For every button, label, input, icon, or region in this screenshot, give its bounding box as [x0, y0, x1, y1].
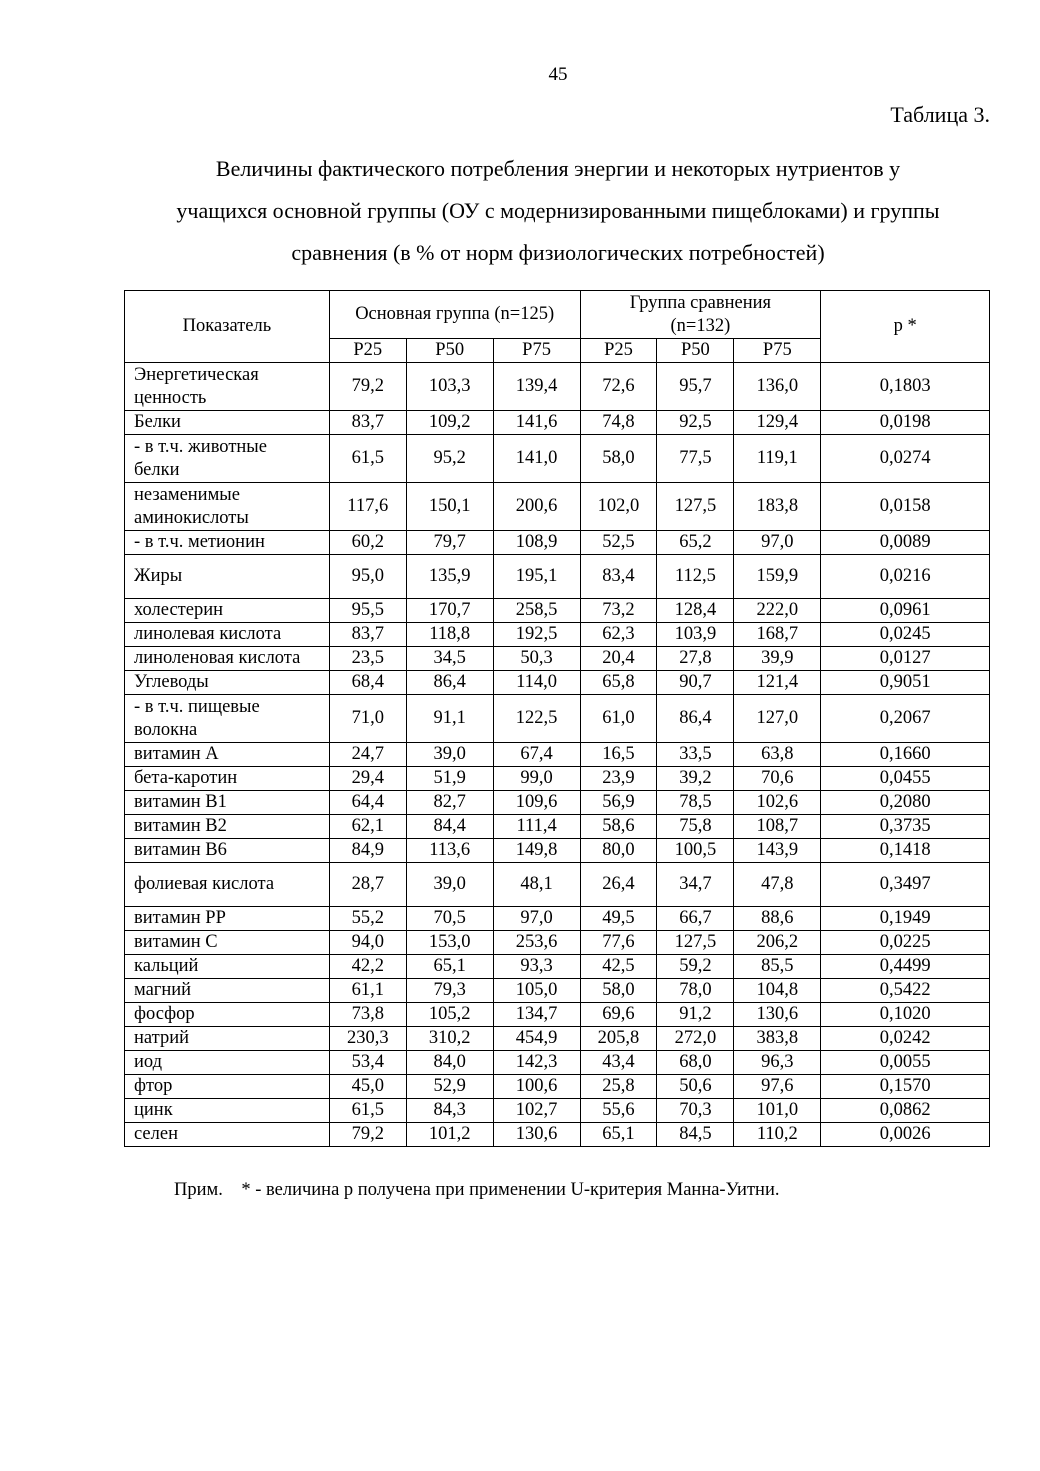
header-row-groups — [125, 291, 990, 339]
value-cell: 142,3 — [493, 1051, 580, 1075]
indicator-name-line: линоленовая кислота — [134, 648, 301, 668]
p-value-cell: 0,1803 — [821, 363, 990, 411]
value-cell: 82,7 — [406, 791, 493, 815]
header-p-value: р * — [821, 291, 990, 363]
value-cell: 84,4 — [406, 815, 493, 839]
table-row — [125, 647, 990, 671]
value-cell: 39,0 — [406, 863, 493, 907]
value-cell: 59,2 — [657, 955, 734, 979]
value-cell: 70,6 — [734, 767, 821, 791]
value-cell: 92,5 — [657, 411, 734, 435]
value-cell: 86,4 — [406, 671, 493, 695]
value-cell: 143,9 — [734, 839, 821, 863]
value-cell: 170,7 — [406, 599, 493, 623]
value-cell: 29,4 — [329, 767, 406, 791]
value-cell: 95,2 — [406, 435, 493, 483]
indicator-name-line: холестерин — [134, 600, 224, 620]
value-cell: 58,6 — [580, 815, 657, 839]
value-cell: 50,3 — [493, 647, 580, 671]
p-value-cell: 0,0961 — [821, 599, 990, 623]
value-cell: 28,7 — [329, 863, 406, 907]
value-cell: 90,7 — [657, 671, 734, 695]
indicator-name-line: ценность — [134, 387, 207, 408]
row-indicator-name — [125, 743, 330, 767]
value-cell: 111,4 — [493, 815, 580, 839]
table-row — [125, 671, 990, 695]
caption-line: Величины фактического потребления энергии и некоторых нутриентов у — [215, 156, 901, 181]
value-cell: 94,0 — [329, 931, 406, 955]
header-percentile: Р75 — [493, 339, 580, 363]
p-value-cell: 0,0274 — [821, 435, 990, 483]
p-value-cell: 0,2067 — [821, 695, 990, 743]
note-text: * - величина р получена при применении U-критерия Манна-Уитни. — [241, 1180, 780, 1200]
value-cell: 117,6 — [329, 483, 406, 531]
value-cell: 272,0 — [657, 1027, 734, 1051]
value-cell: 70,5 — [406, 907, 493, 931]
value-cell: 112,5 — [657, 555, 734, 599]
value-cell: 99,0 — [493, 767, 580, 791]
indicator-name-line: белки — [134, 459, 180, 480]
value-cell: 192,5 — [493, 623, 580, 647]
indicator-name-line: кальций — [134, 956, 199, 976]
caption-line: учащихся основной группы (ОУ с модернизированными пищеблоками) и группы — [176, 198, 940, 223]
table-note — [174, 1180, 779, 1201]
value-cell: 70,3 — [657, 1099, 734, 1123]
value-cell: 23,5 — [329, 647, 406, 671]
value-cell: 84,3 — [406, 1099, 493, 1123]
value-cell: 77,5 — [657, 435, 734, 483]
value-cell: 95,0 — [329, 555, 406, 599]
value-cell: 130,6 — [493, 1123, 580, 1147]
value-cell: 121,4 — [734, 671, 821, 695]
table-row — [125, 979, 990, 1003]
table-row — [125, 743, 990, 767]
indicator-name-line: селен — [134, 1124, 178, 1144]
value-cell: 49,5 — [580, 907, 657, 931]
value-cell: 139,4 — [493, 363, 580, 411]
value-cell: 34,5 — [406, 647, 493, 671]
value-cell: 91,1 — [406, 695, 493, 743]
value-cell: 109,2 — [406, 411, 493, 435]
value-cell: 52,5 — [580, 531, 657, 555]
p-value-cell: 0,1020 — [821, 1003, 990, 1027]
row-indicator-name — [125, 671, 330, 695]
p-value-cell: 0,1660 — [821, 743, 990, 767]
value-cell: 102,7 — [493, 1099, 580, 1123]
indicator-name-line: - в т.ч. метионин — [134, 532, 265, 552]
value-cell: 79,2 — [329, 363, 406, 411]
table-row — [125, 363, 990, 411]
value-cell: 195,1 — [493, 555, 580, 599]
value-cell: 113,6 — [406, 839, 493, 863]
value-cell: 42,2 — [329, 955, 406, 979]
value-cell: 79,3 — [406, 979, 493, 1003]
p-value-cell: 0,0455 — [821, 767, 990, 791]
value-cell: 85,5 — [734, 955, 821, 979]
table-body — [125, 363, 990, 1147]
table-row — [125, 599, 990, 623]
value-cell: 79,2 — [329, 1123, 406, 1147]
value-cell: 45,0 — [329, 1075, 406, 1099]
value-cell: 86,4 — [657, 695, 734, 743]
value-cell: 122,5 — [493, 695, 580, 743]
value-cell: 69,6 — [580, 1003, 657, 1027]
value-cell: 79,7 — [406, 531, 493, 555]
value-cell: 109,6 — [493, 791, 580, 815]
row-indicator-name — [125, 791, 330, 815]
indicator-name-line: витамин РР — [134, 908, 226, 928]
header-indicator: Показатель — [125, 291, 330, 363]
p-value-cell: 0,1418 — [821, 839, 990, 863]
indicator-name-line: Энергетическая — [134, 364, 259, 385]
value-cell: 73,8 — [329, 1003, 406, 1027]
row-indicator-name — [125, 555, 330, 599]
table-row — [125, 1123, 990, 1147]
row-indicator-name — [125, 863, 330, 907]
row-indicator-name — [125, 1123, 330, 1147]
value-cell: 200,6 — [493, 483, 580, 531]
row-indicator-name — [125, 1099, 330, 1123]
value-cell: 65,1 — [580, 1123, 657, 1147]
indicator-name-line: витамин А — [134, 744, 219, 764]
table-row — [125, 791, 990, 815]
value-cell: 105,2 — [406, 1003, 493, 1027]
value-cell: 454,9 — [493, 1027, 580, 1051]
row-indicator-name — [125, 907, 330, 931]
value-cell: 141,0 — [493, 435, 580, 483]
value-cell: 134,7 — [493, 1003, 580, 1027]
value-cell: 61,5 — [329, 1099, 406, 1123]
p-value-cell: 0,0216 — [821, 555, 990, 599]
value-cell: 101,0 — [734, 1099, 821, 1123]
value-cell: 42,5 — [580, 955, 657, 979]
value-cell: 20,4 — [580, 647, 657, 671]
value-cell: 67,4 — [493, 743, 580, 767]
value-cell: 93,3 — [493, 955, 580, 979]
value-cell: 150,1 — [406, 483, 493, 531]
indicator-name-line: витамин В1 — [134, 792, 227, 812]
indicator-name-line: волокна — [134, 719, 198, 740]
value-cell: 73,2 — [580, 599, 657, 623]
value-cell: 64,4 — [329, 791, 406, 815]
header-percentile: Р25 — [329, 339, 406, 363]
indicator-name-line: Белки — [134, 412, 181, 432]
table-row — [125, 1027, 990, 1051]
value-cell: 75,8 — [657, 815, 734, 839]
value-cell: 159,9 — [734, 555, 821, 599]
value-cell: 205,8 — [580, 1027, 657, 1051]
p-value-cell: 0,0127 — [821, 647, 990, 671]
indicator-name-line: фосфор — [134, 1004, 195, 1024]
row-indicator-name — [125, 955, 330, 979]
value-cell: 153,0 — [406, 931, 493, 955]
value-cell: 39,9 — [734, 647, 821, 671]
value-cell: 26,4 — [580, 863, 657, 907]
value-cell: 77,6 — [580, 931, 657, 955]
p-value-cell: 0,1570 — [821, 1075, 990, 1099]
value-cell: 84,5 — [657, 1123, 734, 1147]
value-cell: 48,1 — [493, 863, 580, 907]
value-cell: 383,8 — [734, 1027, 821, 1051]
row-indicator-name — [125, 1027, 330, 1051]
value-cell: 25,8 — [580, 1075, 657, 1099]
value-cell: 83,7 — [329, 623, 406, 647]
row-indicator-name — [125, 931, 330, 955]
table-row — [125, 767, 990, 791]
value-cell: 61,0 — [580, 695, 657, 743]
row-indicator-name — [125, 695, 330, 743]
value-cell: 50,6 — [657, 1075, 734, 1099]
p-value-cell: 0,1949 — [821, 907, 990, 931]
value-cell: 65,8 — [580, 671, 657, 695]
value-cell: 104,8 — [734, 979, 821, 1003]
indicator-name-line: иод — [134, 1052, 163, 1072]
value-cell: 71,0 — [329, 695, 406, 743]
value-cell: 102,0 — [580, 483, 657, 531]
value-cell: 110,2 — [734, 1123, 821, 1147]
table-row — [125, 435, 990, 483]
value-cell: 91,2 — [657, 1003, 734, 1027]
value-cell: 43,4 — [580, 1051, 657, 1075]
header-percentile: Р75 — [734, 339, 821, 363]
row-indicator-name — [125, 483, 330, 531]
table-row — [125, 695, 990, 743]
row-indicator-name — [125, 411, 330, 435]
value-cell: 63,8 — [734, 743, 821, 767]
table-row — [125, 623, 990, 647]
value-cell: 84,9 — [329, 839, 406, 863]
header-group-compare-line2: (n=132) — [670, 315, 731, 336]
value-cell: 88,6 — [734, 907, 821, 931]
indicator-name-line: Углеводы — [134, 672, 209, 692]
indicator-name-line: витамин В6 — [134, 840, 227, 860]
p-value-cell: 0,2080 — [821, 791, 990, 815]
note-prefix: Прим. — [174, 1180, 223, 1200]
value-cell: 136,0 — [734, 363, 821, 411]
value-cell: 39,2 — [657, 767, 734, 791]
value-cell: 97,0 — [734, 531, 821, 555]
indicator-name-line: витамин В2 — [134, 816, 227, 836]
value-cell: 68,0 — [657, 1051, 734, 1075]
value-cell: 16,5 — [580, 743, 657, 767]
value-cell: 58,0 — [580, 979, 657, 1003]
value-cell: 108,7 — [734, 815, 821, 839]
p-value-cell: 0,3735 — [821, 815, 990, 839]
value-cell: 95,7 — [657, 363, 734, 411]
table-row — [125, 955, 990, 979]
value-cell: 58,0 — [580, 435, 657, 483]
header-percentile: Р50 — [657, 339, 734, 363]
value-cell: 33,5 — [657, 743, 734, 767]
value-cell: 62,3 — [580, 623, 657, 647]
value-cell: 66,7 — [657, 907, 734, 931]
indicator-name-line: Жиры — [134, 566, 183, 586]
value-cell: 55,2 — [329, 907, 406, 931]
value-cell: 206,2 — [734, 931, 821, 955]
value-cell: 27,8 — [657, 647, 734, 671]
row-indicator-name — [125, 531, 330, 555]
page-number: 45 — [548, 64, 568, 85]
value-cell: 183,8 — [734, 483, 821, 531]
table-row — [125, 839, 990, 863]
value-cell: 100,5 — [657, 839, 734, 863]
value-cell: 95,5 — [329, 599, 406, 623]
value-cell: 78,0 — [657, 979, 734, 1003]
header-group-compare-line1: Группа сравнения — [629, 292, 772, 313]
value-cell: 53,4 — [329, 1051, 406, 1075]
value-cell: 83,7 — [329, 411, 406, 435]
value-cell: 168,7 — [734, 623, 821, 647]
value-cell: 52,9 — [406, 1075, 493, 1099]
value-cell: 97,0 — [493, 907, 580, 931]
value-cell: 65,1 — [406, 955, 493, 979]
indicator-name-line: магний — [134, 980, 192, 1000]
value-cell: 103,9 — [657, 623, 734, 647]
p-value-cell: 0,0225 — [821, 931, 990, 955]
value-cell: 310,2 — [406, 1027, 493, 1051]
indicator-name-line: линолевая кислота — [134, 624, 282, 644]
value-cell: 78,5 — [657, 791, 734, 815]
indicator-name-line: витамин С — [134, 932, 218, 952]
value-cell: 105,0 — [493, 979, 580, 1003]
value-cell: 84,0 — [406, 1051, 493, 1075]
value-cell: 102,6 — [734, 791, 821, 815]
value-cell: 222,0 — [734, 599, 821, 623]
value-cell: 68,4 — [329, 671, 406, 695]
indicator-name-line: фолиевая кислота — [134, 874, 275, 894]
p-value-cell: 0,3497 — [821, 863, 990, 907]
p-value-cell: 0,0026 — [821, 1123, 990, 1147]
row-indicator-name — [125, 815, 330, 839]
value-cell: 74,8 — [580, 411, 657, 435]
value-cell: 141,6 — [493, 411, 580, 435]
row-indicator-name — [125, 979, 330, 1003]
value-cell: 129,4 — [734, 411, 821, 435]
value-cell: 230,3 — [329, 1027, 406, 1051]
header-percentile: Р50 — [406, 339, 493, 363]
row-indicator-name — [125, 1003, 330, 1027]
table-row — [125, 907, 990, 931]
table-row — [125, 1051, 990, 1075]
value-cell: 61,1 — [329, 979, 406, 1003]
indicator-name-line: цинк — [134, 1100, 173, 1120]
value-cell: 72,6 — [580, 363, 657, 411]
row-indicator-name — [125, 435, 330, 483]
row-indicator-name — [125, 363, 330, 411]
value-cell: 24,7 — [329, 743, 406, 767]
row-indicator-name — [125, 839, 330, 863]
value-cell: 96,3 — [734, 1051, 821, 1075]
indicator-name-line: - в т.ч. животные — [134, 436, 267, 457]
value-cell: 130,6 — [734, 1003, 821, 1027]
indicator-name-line: незаменимые — [134, 484, 240, 505]
row-indicator-name — [125, 767, 330, 791]
value-cell: 65,2 — [657, 531, 734, 555]
value-cell: 100,6 — [493, 1075, 580, 1099]
table-row — [125, 815, 990, 839]
p-value-cell: 0,0245 — [821, 623, 990, 647]
p-value-cell: 0,0089 — [821, 531, 990, 555]
indicator-name-line: бета-каротин — [134, 768, 238, 788]
p-value-cell: 0,0198 — [821, 411, 990, 435]
nutrient-table — [124, 290, 990, 1147]
p-value-cell: 0,4499 — [821, 955, 990, 979]
p-value-cell: 0,9051 — [821, 671, 990, 695]
table-row — [125, 863, 990, 907]
caption-line: сравнения (в % от норм физиологических потребностей) — [291, 240, 825, 265]
value-cell: 34,7 — [657, 863, 734, 907]
table-row — [125, 483, 990, 531]
value-cell: 101,2 — [406, 1123, 493, 1147]
value-cell: 258,5 — [493, 599, 580, 623]
table-label: Таблица 3. — [890, 102, 990, 127]
table-row — [125, 411, 990, 435]
value-cell: 119,1 — [734, 435, 821, 483]
p-value-cell: 0,0055 — [821, 1051, 990, 1075]
value-cell: 23,9 — [580, 767, 657, 791]
indicator-name-line: аминокислоты — [134, 507, 249, 528]
value-cell: 97,6 — [734, 1075, 821, 1099]
value-cell: 62,1 — [329, 815, 406, 839]
value-cell: 127,5 — [657, 931, 734, 955]
table-caption — [100, 148, 1016, 274]
value-cell: 135,9 — [406, 555, 493, 599]
value-cell: 55,6 — [580, 1099, 657, 1123]
value-cell: 128,4 — [657, 599, 734, 623]
value-cell: 127,5 — [657, 483, 734, 531]
header-group-compare — [580, 291, 821, 339]
p-value-cell: 0,0242 — [821, 1027, 990, 1051]
table-row — [125, 531, 990, 555]
indicator-name-line: натрий — [134, 1028, 189, 1048]
indicator-name-line: - в т.ч. пищевые — [134, 696, 260, 717]
row-indicator-name — [125, 1051, 330, 1075]
value-cell: 114,0 — [493, 671, 580, 695]
value-cell: 80,0 — [580, 839, 657, 863]
value-cell: 108,9 — [493, 531, 580, 555]
table-row — [125, 1099, 990, 1123]
row-indicator-name — [125, 1075, 330, 1099]
value-cell: 60,2 — [329, 531, 406, 555]
value-cell: 103,3 — [406, 363, 493, 411]
p-value-cell: 0,5422 — [821, 979, 990, 1003]
value-cell: 253,6 — [493, 931, 580, 955]
p-value-cell: 0,0158 — [821, 483, 990, 531]
table-row — [125, 555, 990, 599]
value-cell: 127,0 — [734, 695, 821, 743]
value-cell: 39,0 — [406, 743, 493, 767]
value-cell: 47,8 — [734, 863, 821, 907]
header-group-main: Основная группа (n=125) — [329, 291, 580, 339]
row-indicator-name — [125, 599, 330, 623]
value-cell: 149,8 — [493, 839, 580, 863]
table-row — [125, 1003, 990, 1027]
table-row — [125, 1075, 990, 1099]
indicator-name-line: фтор — [134, 1076, 173, 1096]
value-cell: 118,8 — [406, 623, 493, 647]
value-cell: 51,9 — [406, 767, 493, 791]
value-cell: 61,5 — [329, 435, 406, 483]
row-indicator-name — [125, 647, 330, 671]
table-row — [125, 931, 990, 955]
value-cell: 83,4 — [580, 555, 657, 599]
value-cell: 56,9 — [580, 791, 657, 815]
header-percentile: Р25 — [580, 339, 657, 363]
p-value-cell: 0,0862 — [821, 1099, 990, 1123]
row-indicator-name — [125, 623, 330, 647]
